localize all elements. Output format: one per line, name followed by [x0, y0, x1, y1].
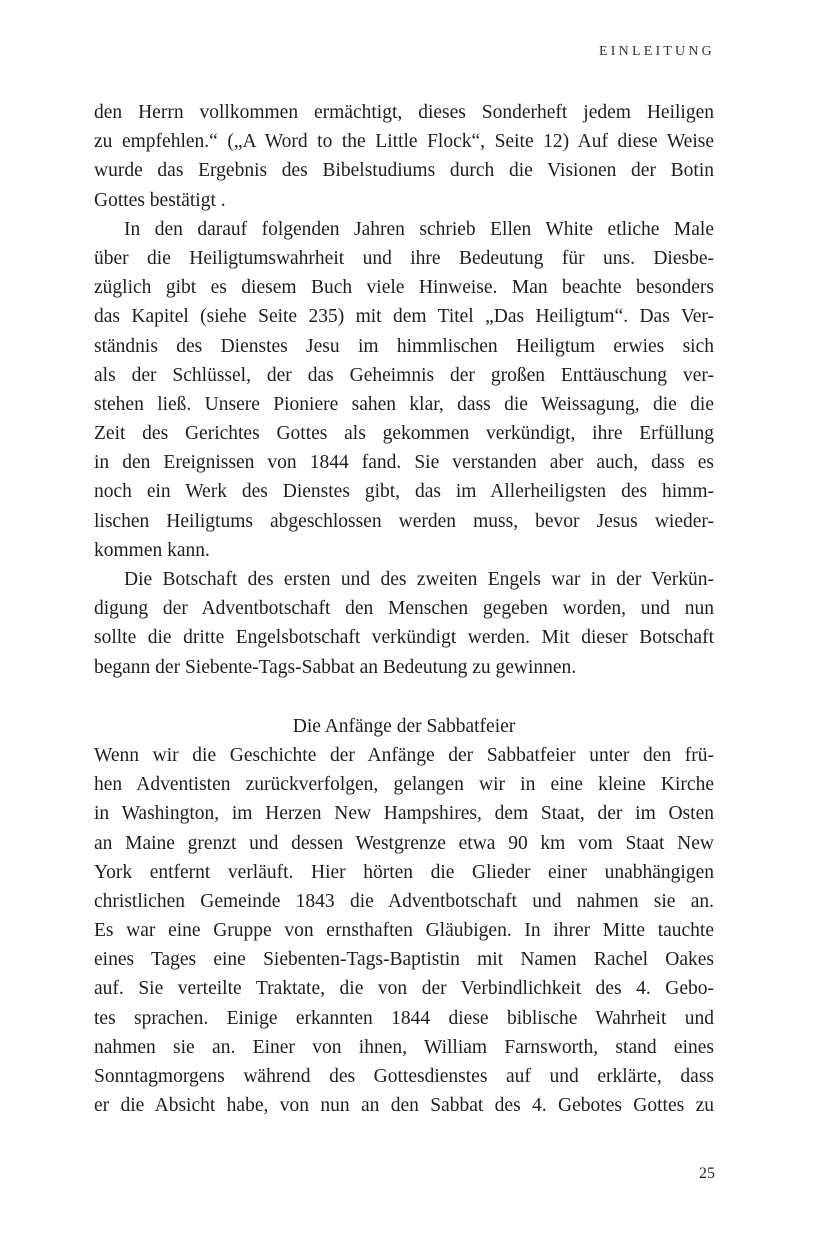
paragraph-2 — [94, 215, 714, 565]
text-line: züglich gibt es diesem Buch viele Hinweise. Man beachte besonders — [94, 277, 714, 299]
text-line: tes sprachen. Einige erkannten 1844 diese biblische Wahrheit und — [94, 1007, 714, 1029]
paragraph-4 — [94, 741, 714, 1120]
text-line: Gottes bestätigt . — [94, 189, 226, 211]
text-line: Wenn wir die Geschichte der Anfänge der Sabbatfeier unter den frü- — [94, 744, 714, 766]
text-line: ständnis des Dienstes Jesu im himmlischen Heiligtum erwies sich — [94, 335, 714, 357]
text-line: in Washington, im Herzen New Hampshires, dem Staat, der im Osten — [94, 803, 714, 825]
text-line: als der Schlüssel, der das Geheimnis der großen Enttäuschung ver- — [94, 364, 714, 386]
text-line: in den Ereignissen von 1844 fand. Sie verstanden aber auch, dass es — [94, 452, 714, 474]
text-line: begann der Siebente-Tags-Sabbat an Bedeutung zu gewinnen. — [94, 656, 577, 678]
text-line: sollte die dritte Engelsbotschaft verkündigt werden. Mit dieser Botschaft — [94, 627, 714, 649]
text-line: wurde das Ergebnis des Bibelstudiums durch die Visionen der Botin — [94, 160, 714, 182]
text-line: digung der Adventbotschaft den Menschen gegeben worden, und nun — [94, 598, 714, 620]
section-heading: Die Anfänge der Sabbatfeier — [292, 715, 516, 737]
text-line: das Kapitel (siehe Seite 235) mit dem Titel „Das Heiligtum“. Das Ver- — [94, 306, 714, 328]
text-line: zu empfehlen.“ („A Word to the Little Flock“, Seite 12) Auf diese Weise — [94, 131, 714, 153]
text-line: Sonntagmorgens während des Gottesdienstes auf und erklärte, dass — [94, 1066, 714, 1087]
running-head: EINLEITUNG — [599, 44, 715, 59]
text-line: Die Botschaft des ersten und des zweiten Engels war in der Verkün- — [124, 569, 714, 590]
text-line: an Maine grenzt und dessen Westgrenze etwa 90 km vom Staat New — [94, 832, 714, 854]
text-line: Zeit des Gerichtes Gottes als gekommen verkündigt, ihre Erfüllung — [94, 423, 714, 445]
section-gap — [94, 682, 714, 704]
text-line: York entfernt verläuft. Hier hörten die Glieder einer unabhängigen — [94, 861, 714, 883]
text-line: kommen kann. — [94, 539, 210, 561]
text-line: eines Tages eine Siebenten-Tags-Baptistin mit Namen Rachel Oakes — [94, 949, 714, 971]
paragraph-3 — [94, 565, 714, 682]
body-text — [94, 98, 714, 1120]
text-line: noch ein Werk des Dienstes gibt, das im Allerheiligsten des himm- — [94, 481, 714, 503]
text-line: christlichen Gemeinde 1843 die Adventbotschaft und nahmen sie an. — [94, 890, 714, 912]
text-line: nahmen sie an. Einer von ihnen, William Farnsworth, stand eines — [94, 1036, 714, 1058]
text-line: lischen Heiligtums abgeschlossen werden muss, bevor Jesus wieder- — [94, 510, 714, 532]
text-line: den Herrn vollkommen ermächtigt, dieses Sonderheft jedem Heiligen — [94, 102, 714, 123]
text-line: auf. Sie verteilte Traktate, die von der Verbindlichkeit des 4. Gebo- — [94, 978, 714, 1000]
page-number: 25 — [699, 1165, 715, 1182]
text-line: er die Absicht habe, von nun an den Sabbat des 4. Gebotes Gottes zu — [94, 1095, 714, 1117]
text-line: stehen ließ. Unsere Pioniere sahen klar, dass die Weissagung, die die — [94, 393, 714, 415]
text-line: über die Heiligtumswahrheit und ihre Bedeutung für uns. Diesbe- — [94, 247, 714, 269]
text-line: hen Adventisten zurückverfolgen, gelangen wir in eine kleine Kirche — [94, 774, 714, 796]
text-line: Es war eine Gruppe von ernsthaften Gläubigen. In ihrer Mitte tauchte — [94, 920, 714, 942]
paragraph-1 — [94, 98, 714, 215]
text-line: In den darauf folgenden Jahren schrieb Ellen White etliche Male — [124, 218, 714, 240]
